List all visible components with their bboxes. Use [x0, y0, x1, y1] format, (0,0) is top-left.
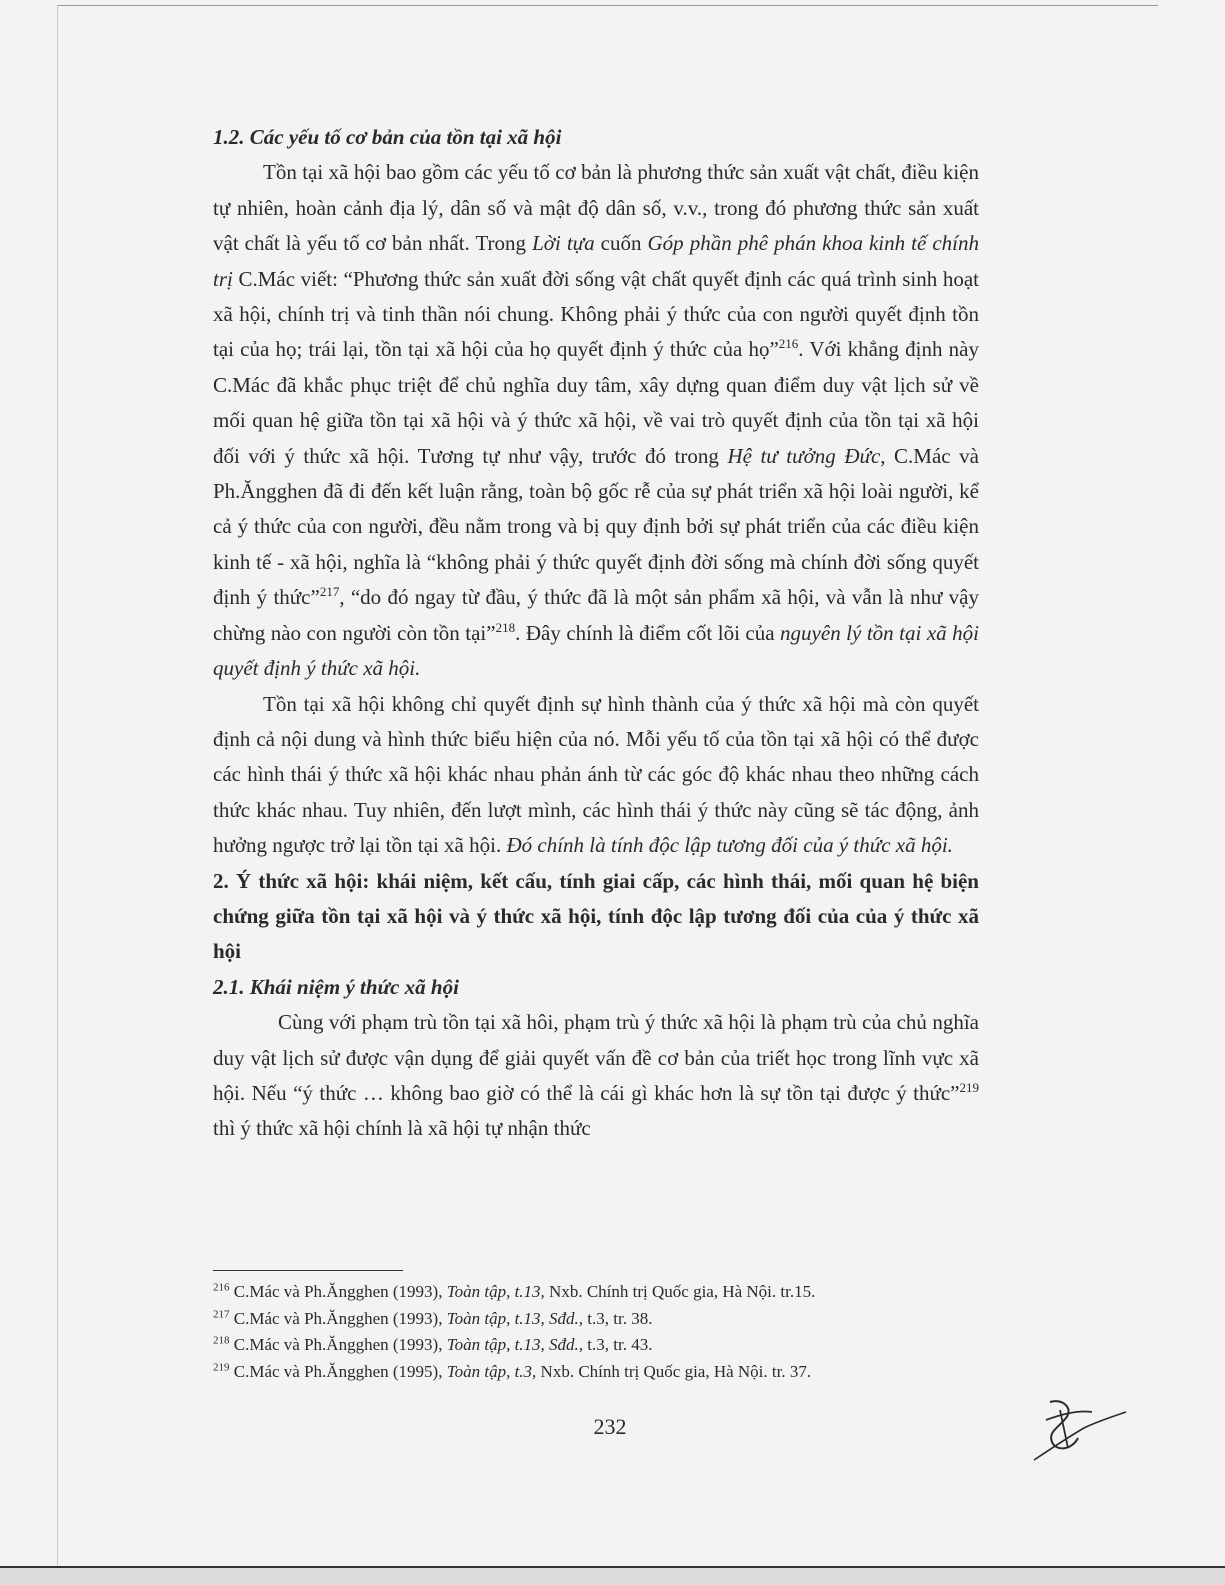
paragraph-1: Tồn tại xã hội bao gồm các yếu tố cơ bản là phương thức sản xuất vật chất, điều kiện tự nhiên, hoàn cảnh địa lý, dân số và mật độ dân số, v.v., trong đó phương thức sản xuất vật chất là yếu tố cơ bản nhất. Trong Lời tựa cuốn Góp phần phê phán khoa kinh tế chính trị C.Mác viết: “Phương thức sản xuất đời sống vật chất quyết định các quá trình sinh hoạt xã hội, chính trị và tinh thần nói chung. Không phải ý thức của con người quyết định tồn tại của họ; trái lại, tồn tại xã hội của họ quyết định ý thức của họ”$^{216}$. Với khẳng định này C.Mác đã khắc phục triệt để chủ nghĩa duy tâm, xây dựng quan điểm duy vật lịch sử về mối quan hệ giữa tồn tại xã hội và ý thức xã hội, về vai trò quyết định của tồn tại xã hội đối với ý thức xã hội. Tương tự như vậy, trước đó trong Hệ tư tưởng Đức, C.Mác và Ph.Ăngghen đã đi đến kết luận rằng, toàn bộ gốc rễ của sự phát triển xã hội loài người, kể cả ý thức của con người, đều nằm trong và bị quy định bởi sự phát triển của các điều kiện kinh tế - xã hội, nghĩa là “không phải ý thức quyết định đời sống mà chính đời sống quyết định ý thức”$^{217}$, “do đó ngay từ đầu, ý thức đã là một sản phẩm xã hội, và vẫn là như vậy chừng nào con người còn tồn tại”$^{218}$. Đây chính là điểm cốt lõi của nguyên lý tồn tại xã hội quyết định ý thức xã hội.: [213, 160, 980, 681]
footnotes: [213, 1279, 979, 1385]
paragraph-2: Tồn tại xã hội không chỉ quyết định sự hình thành của ý thức xã hội mà còn quyết định cả nội dung và hình thức biểu hiện của nó. Mỗi yếu tố của tồn tại xã hội có thể được các hình thái ý thức xã hội khác nhau phản ánh từ các góc độ khác nhau theo những cách thức khác nhau. Tuy nhiên, đến lượt mình, các hình thái ý thức này cũng sẽ tác động, ảnh hưởng ngược trở lại tồn tại xã hội. Đó chính là tính độc lập tương đối của ý thức xã hội.: [213, 691, 979, 858]
footnote-216: $^{216}$ C.Mác và Ph.Ăngghen (1993), Toàn tập, t.13, Nxb. Chính trị Quốc gia, Hà Nội. tr.15.: [213, 1281, 816, 1301]
footnote-separator: [213, 1270, 403, 1271]
section-heading-1-2: 1.2. Các yếu tố cơ bản của tồn tại xã hội: [213, 125, 562, 149]
page-bottom-edge: [0, 1566, 1225, 1585]
footnote-ref-216: 216: [778, 336, 799, 352]
footnote-218: $^{218}$ C.Mác và Ph.Ăngghen (1993), Toàn tập, t.13, Sđd., t.3, tr. 43.: [213, 1334, 653, 1354]
section-heading-2: 2. Ý thức xã hội: khái niệm, kết cấu, tính giai cấp, các hình thái, mối quan hệ biện chứng giữa tồn tại xã hội và ý thức xã hội, tính độc lập tương đối của của ý thức xã hội: [213, 868, 979, 964]
page-number: 232: [593, 1414, 627, 1439]
page-left-edge: [57, 5, 58, 1565]
footnote-217: $^{217}$ C.Mác và Ph.Ăngghen (1993), Toàn tập, t.13, Sđd., t.3, tr. 38.: [213, 1307, 653, 1328]
book-title-he-tu-tuong: Hệ tư tưởng Đức: [727, 443, 881, 468]
book-title-loi-tua: Lời tựa: [532, 231, 595, 256]
paragraph-3: Cùng với phạm trù tồn tại xã hôi, phạm trù ý thức xã hội là phạm trù của chủ nghĩa duy vật lịch sử được vận dụng để giải quyết vấn đề cơ bản của triết học trong lĩnh vực xã hội. Nếu “ý thức … không bao giờ có thể là cái gì khác hơn là sự tồn tại được ý thức”$^{219}$ thì ý thức xã hội chính là xã hội tự nhận thức: [213, 1010, 979, 1141]
footnote-ref-217: 217: [319, 584, 340, 600]
footnote-ref-218: 218: [495, 619, 516, 635]
book-title-gop-phan: Góp phần phê phán khoa kinh tế chính trị: [213, 231, 980, 291]
principle-emphasis: nguyên lý tồn tại xã hội quyết định ý thức xã hội.: [213, 620, 979, 681]
body-text: [213, 120, 979, 1147]
page-top-edge: [58, 5, 1158, 6]
footnote-ref-219: 219: [959, 1079, 979, 1095]
section-heading-2-1: 2.1. Khái niệm ý thức xã hội: [213, 974, 459, 999]
handwritten-signature: [1022, 1380, 1132, 1470]
footnote-219: $^{219}$ C.Mác và Ph.Ăngghen (1995), Toàn tập, t.3, Nxb. Chính trị Quốc gia, Hà Nội. tr. 37.: [213, 1360, 812, 1381]
independence-emphasis: Đó chính là tính độc lập tương đối của ý thức xã hội.: [506, 833, 953, 858]
